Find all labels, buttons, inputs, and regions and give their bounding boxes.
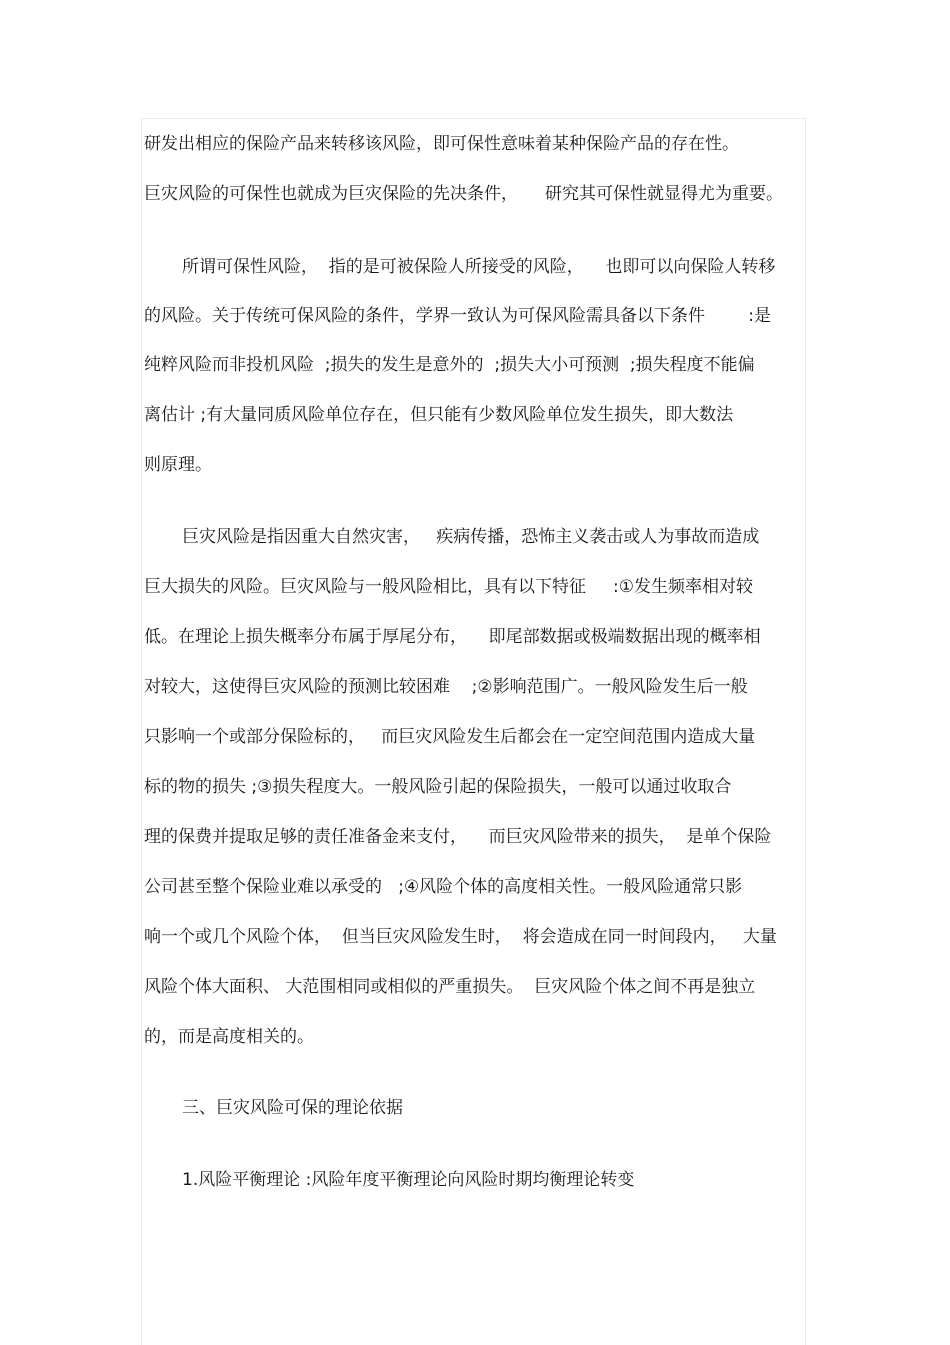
paragraph-first-line: 巨灾风险是指因重大自然灾害， 疾病传播，恐怖主义袭击或人为事故而造成: [182, 527, 760, 547]
text-line: 巨灾风险的可保性也就成为巨灾保险的先决条件， 研究其可保性就显得尤为重要。: [144, 184, 784, 204]
text-line: 标的物的损失 ;③损失程度大。一般风险引起的保险损失，一般可以通过收取合: [144, 777, 732, 797]
text-line: 对较大，这使得巨灾风险的预测比较困难 ;②影响范围广。一般风险发生后一般: [144, 677, 748, 697]
text-line: 响一个或几个风险个体， 但当巨灾风险发生时， 将会造成在同一时间段内， 大量: [144, 927, 777, 947]
text-line: 的风险。关于传统可保风险的条件，学界一致认为可保风险需具备以下条件 :是: [144, 306, 771, 326]
text-line: 巨大损失的风险。巨灾风险与一般风险相比，具有以下特征 :①发生频率相对较: [144, 577, 753, 597]
text-line: 离估计 ;有大量同质风险单位存在，但只能有少数风险单位发生损失，即大数法: [144, 405, 734, 425]
subsection-heading: 1.风险平衡理论 :风险年度平衡理论向风险时期均衡理论转变: [182, 1170, 635, 1190]
section-heading: 三、巨灾风险可保的理论依据: [182, 1098, 403, 1118]
text-line: 低。在理论上损失概率分布属于厚尾分布， 即尾部数据或极端数据出现的概率相: [144, 627, 761, 647]
text-line: 的，而是高度相关的。: [144, 1027, 314, 1047]
text-line: 研发出相应的保险产品来转移该风险，即可保性意味着某种保险产品的存在性。: [144, 134, 739, 154]
text-line: 公司甚至整个保险业难以承受的 ;④风险个体的高度相关性。一般风险通常只影: [144, 877, 743, 897]
paragraph-first-line: 所谓可保性风险， 指的是可被保险人所接受的风险， 也即可以向保险人转移: [182, 257, 776, 277]
text-line: 只影响一个或部分保险标的， 而巨灾风险发生后都会在一定空间范围内造成大量: [144, 727, 756, 747]
text-line: 理的保费并提取足够的责任准备金来支付， 而巨灾风险带来的损失， 是单个保险: [144, 827, 772, 847]
text-line: 则原理。: [144, 455, 212, 475]
text-line: 风险个体大面积、 大范围相同或相似的严重损失。 巨灾风险个体之间不再是独立: [144, 977, 756, 997]
text-line: 纯粹风险而非投机风险 ;损失的发生是意外的 ;损失大小可预测 ;损失程度不能偏: [144, 355, 755, 375]
